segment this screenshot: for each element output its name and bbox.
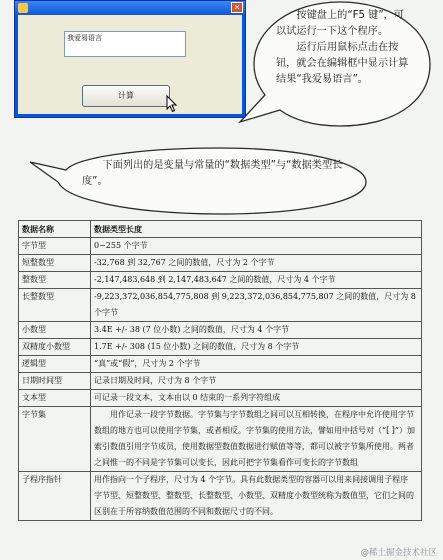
table-row xyxy=(19,238,422,255)
header-length: 数据类型长度 xyxy=(91,221,422,238)
type-name: 双精度小数型 xyxy=(19,339,91,356)
type-length xyxy=(91,238,422,255)
top-bubble-text xyxy=(276,8,414,88)
type-name: 整数型 xyxy=(19,272,91,289)
top-bubble-paragraph-1: 按键盘上的“F5 键”，可以试运行一下这个程序。 xyxy=(276,10,405,37)
top-bubble-paragraph-2: 运行后用鼠标点击在按钮，就会在编辑框中显示计算结果“我爱易语言”。 xyxy=(276,42,409,85)
type-name: 字节型 xyxy=(19,238,91,255)
type-length xyxy=(91,373,422,390)
type-length-text: 1.7E +/- 308 (15 位小数) 之间的数值，尺寸为 8 个字节 xyxy=(94,342,300,351)
type-length-text: -32,768 到 32,767 之间的数值，尺寸为 2 个字节 xyxy=(94,258,275,267)
type-length xyxy=(91,390,422,407)
type-length-text: -9,223,372,036,854,775,808 到 9,223,372,036,854,775,807 之间的数值，尺寸为 8 个字节 xyxy=(94,292,416,317)
table-row xyxy=(19,472,422,521)
type-name: 文本型 xyxy=(19,390,91,407)
type-length xyxy=(91,472,422,521)
table-row xyxy=(19,322,422,339)
data-type-table xyxy=(18,220,422,521)
type-length-text: 用作指向一个子程序，尺寸为 4 个字节。具有此数据类型的容器可以用来间接调用子程序 xyxy=(94,475,409,484)
table-row xyxy=(19,373,422,390)
header-name: 数据名称 xyxy=(19,221,91,238)
type-length xyxy=(91,272,422,289)
type-name: 短整数型 xyxy=(19,255,91,272)
type-length-text: 可记录一段文本，文本由以 0 结束的一系列字符组成 xyxy=(94,393,281,402)
type-length xyxy=(91,255,422,272)
type-length-text: -2,147,483,648 到 2,147,483,647 之间的数值，尺寸为 4 个字节 xyxy=(94,275,336,284)
table-row xyxy=(19,390,422,407)
table-header-row xyxy=(19,221,422,238)
edit-box[interactable]: 我爱易语言 xyxy=(64,31,186,57)
watermark: @稀土掘金技术社区 xyxy=(360,548,437,558)
type-name: 子程序指针 xyxy=(19,472,91,521)
type-length-text: “真”或“假”，尺寸为 2 个字节 xyxy=(94,359,201,368)
type-name: 字节集 xyxy=(19,407,91,472)
type-length-note: 字节型、短整数型、整数型、长整数型、小数型、双精度小数型统称为数值型，它们之间的区别在于所容纳数值范围的不同和数据尺寸的不同。 xyxy=(94,491,414,516)
type-length-text: 记录日期及时间，尺寸为 8 个字节 xyxy=(94,376,217,385)
close-icon[interactable]: ✕ xyxy=(231,2,243,13)
type-length xyxy=(91,322,422,339)
table-row xyxy=(19,255,422,272)
type-name: 逻辑型 xyxy=(19,356,91,373)
type-length-text: 0~255 个字节 xyxy=(94,241,148,250)
table-row xyxy=(19,289,422,322)
table-row xyxy=(19,407,422,472)
type-length-text: 用作记录一段字节数据。字节集与字节数组之间可以互相转换，在程序中允许使用字节数组的地方也可以使用字节集，或者相反。字节集的使用方法，譬如用中括号对（“[ ]”）加索引数值引用字节成员，使用数据型数值数据进行赋值等等，都可以被字节集所使用。两者之间惟一的不同是字节集可以变长，因此可把字节集看作可变长的字节数组 xyxy=(94,410,415,467)
table-body xyxy=(19,238,422,521)
calculate-button[interactable]: 计算 xyxy=(82,85,170,107)
table-row xyxy=(19,339,422,356)
middle-bubble-text: 下面列出的是变量与常量的“数据类型”与“数据类型长度”。 xyxy=(82,160,343,187)
table-row xyxy=(19,356,422,373)
type-length-text: 3.4E +/- 38 (7 位小数) 之间的数值，尺寸为 4 个字节 xyxy=(94,325,290,334)
table-row xyxy=(19,272,422,289)
type-length xyxy=(91,356,422,373)
type-length xyxy=(91,289,422,322)
type-name: 小数型 xyxy=(19,322,91,339)
type-name: 长整数型 xyxy=(19,289,91,322)
type-length xyxy=(91,407,422,472)
type-length xyxy=(91,339,422,356)
type-name: 日期时间型 xyxy=(19,373,91,390)
